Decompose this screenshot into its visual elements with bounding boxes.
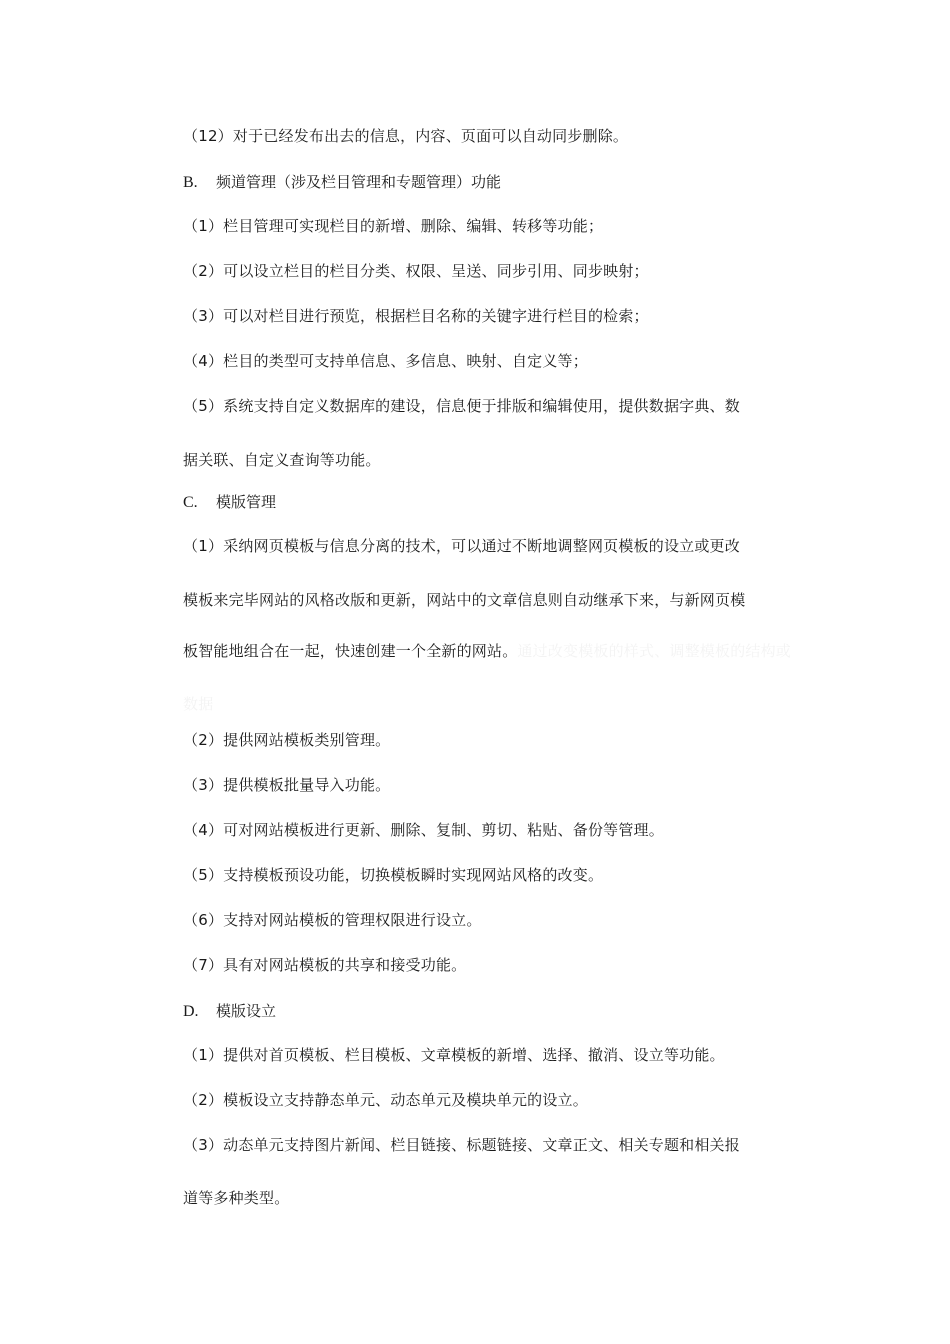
paragraph-line: （5）支持模板预设功能，切换模板瞬时实现网站风格的改变。 [183,866,604,884]
section-heading-d [183,1001,276,1022]
paragraph-line: （7）具有对网站模板的共享和接受功能。 [183,956,467,974]
paragraph-line: （1）提供对首页模板、栏目模板、文章模板的新增、选择、撤消、设立等功能。 [183,1046,725,1064]
paragraph-line: 板智能地组合在一起，快速创建一个全新的网站。通过改变模板的样式、调整模板的结构或 [183,642,792,660]
faint-text: 通过改变模板的样式、调整模板的结构或 [517,642,792,660]
paragraph-line: （12）对于已经发布出去的信息，内容、页面可以自动同步删除。 [183,127,629,145]
faint-text: 数据 [183,695,214,713]
section-heading-c [183,492,276,513]
paragraph-line: （4）栏目的类型可支持单信息、多信息、映射、自定义等； [183,352,588,370]
section-letter: C. [183,494,198,511]
section-heading-b [183,172,501,193]
paragraph-line: 据关联、自定义查询等功能。 [183,451,381,469]
section-letter: B. [183,174,198,191]
paragraph-line: （4）可对网站模板进行更新、删除、复制、剪切、粘贴、备份等管理。 [183,821,664,839]
paragraph-line: （3）动态单元支持图片新闻、栏目链接、标题链接、文章正文、相关专题和相关报 [183,1136,740,1154]
paragraph-line: （3）可以对栏目进行预览，根据栏目名称的关键字进行栏目的检索； [183,307,649,325]
section-title: 模版管理 [216,493,277,511]
paragraph-line: （5）系统支持自定义数据库的建设，信息便于排版和编辑使用，提供数据字典、数 [183,397,740,415]
paragraph-line: （6）支持对网站模板的管理权限进行设立。 [183,911,482,929]
paragraph-line: （1）采纳网页模板与信息分离的技术，可以通过不断地调整网页模板的设立或更改 [183,537,740,555]
paragraph-line: 模板来完毕网站的风格改版和更新，网站中的文章信息则自动继承下来，与新网页模 [183,591,746,609]
section-letter: D. [183,1003,199,1020]
paragraph-line: （2）模板设立支持静态单元、动态单元及模块单元的设立。 [183,1091,588,1109]
paragraph-line: （2）可以设立栏目的栏目分类、权限、呈送、同步引用、同步映射； [183,262,649,280]
paragraph-line: （1）栏目管理可实现栏目的新增、删除、编辑、转移等功能； [183,217,604,235]
paragraph-line: （3）提供模板批量导入功能。 [183,776,391,794]
paragraph-line: 道等多种类型。 [183,1189,290,1207]
section-title: 模版设立 [216,1002,277,1020]
section-title: 频道管理（涉及栏目管理和专题管理）功能 [216,173,502,191]
paragraph-line: （2）提供网站模板类别管理。 [183,731,391,749]
